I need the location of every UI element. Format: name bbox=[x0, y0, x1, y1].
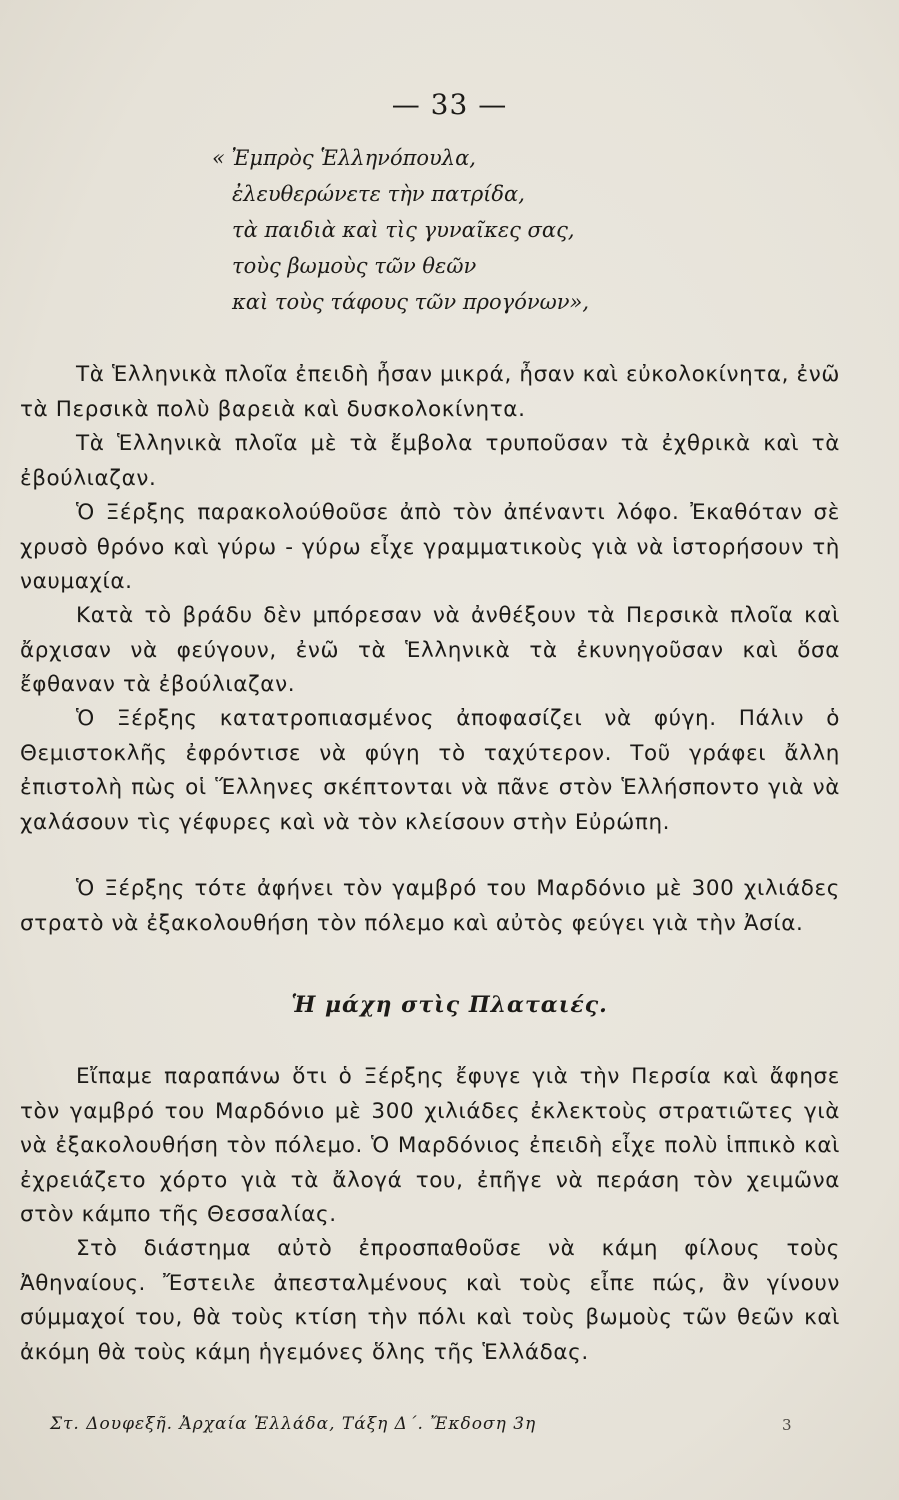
paragraph: Ὁ Ξέρξης κατατροπιασμένος ἀποφασίζει νὰ φύγη. Πάλιν ὁ Θεμιστοκλῆς ἐφρόντισε νὰ φύγη τὸ ταχύτερον. Τοῦ γράφει ἄλλη ἐπιστολὴ πὼς οἱ Ἕλληνες σκέπτονται νὰ πᾶνε στὸν Ἑλλήσποντο γιὰ νὰ χαλάσουν τὶς γέφυρες καὶ νὰ τὸν κλείσουν στὴν Εὐρώπη. bbox=[20, 706, 840, 835]
paragraph: Τὰ Ἑλληνικὰ πλοῖα ἐπειδὴ ἦσαν μικρά, ἦσαν καὶ εὐκολοκίνητα, ἐνῶ τὰ Περσικὰ πολὺ βαρειὰ καὶ δυσκολοκίνητα. bbox=[20, 362, 840, 422]
poem-line: τοὺς βωμοὺς τῶν θεῶν bbox=[232, 254, 477, 278]
signature-mark: 3 bbox=[782, 1416, 792, 1434]
paragraph: Κατὰ τὸ βράδυ δὲν μπόρεσαν νὰ ἀνθέξουν τὰ Περσικὰ πλοῖα καὶ ἄρχισαν νὰ φεύγουν, ἐνῶ τὰ Ἑλληνικὰ τὰ ἐκυνηγοῦσαν καὶ ὅσα ἔφθαναν τὰ ἐβούλιαζαν. bbox=[20, 603, 840, 697]
poem-line: καὶ τοὺς τάφους τῶν προγόνων», bbox=[232, 290, 590, 314]
footer-citation: Στ. Δουφεξῆ. Ἀρχαία Ἑλλάδα, Τάξη Δ΄. Ἔκδοση 3η bbox=[50, 1414, 537, 1434]
section-heading: Ἡ μάχη στὶς Πλαταιές. bbox=[291, 992, 608, 1018]
poem-line: τὰ παιδιὰ καὶ τὶς γυναῖκες σας, bbox=[232, 218, 575, 242]
paragraph: Τὰ Ἑλληνικὰ πλοῖα μὲ τὰ ἔμβολα τρυποῦσαν τὰ ἐχθρικὰ καὶ τὰ ἐβούλιαζαν. bbox=[20, 431, 840, 491]
poem-quote bbox=[212, 140, 590, 320]
paragraph: Ὁ Ξέρξης παρακολούθοῦσε ἀπὸ τὸν ἀπέναντι λόφο. Ἐκαθόταν σὲ χρυσὸ θρόνο καὶ γύρω - γύρω εἶχε γραμματικοὺς γιὰ νὰ ἱστορήσουν τὴ ναυμαχία. bbox=[20, 500, 840, 594]
paragraph: Στὸ διάστημα αὐτὸ ἐπροσπαθοῦσε νὰ κάμη φίλους τοὺς Ἀθηναίους. Ἔστειλε ἀπεσταλμένους καὶ τοὺς εἶπε πώς, ἂν γίνουν σύμμαχοί του, θὰ τοὺς κτίση τὴν πόλι καὶ τοὺς βωμοὺς τῶν θεῶν καὶ ἀκόμη θὰ τοὺς κάμη ἡγεμόνες ὅλης τῆς Ἑλλάδας. bbox=[20, 1236, 840, 1365]
paragraph: Ὁ Ξέρξης τότε ἀφήνει τὸν γαμβρό του Μαρδόνιο μὲ 300 χιλιάδες στρατὸ νὰ ἐξακολουθήση τὸν πόλεμο καὶ αὐτὸς φεύγει γιὰ τὴν Ἀσία. bbox=[20, 876, 840, 936]
page-number: — 33 — bbox=[391, 88, 508, 121]
paragraph: Εἴπαμε παραπάνω ὅτι ὁ Ξέρξης ἔφυγε γιὰ τὴν Περσία καὶ ἄφησε τὸν γαμβρό του Μαρδόνιο μὲ 300 χιλιάδες ἐκλεκτοὺς στρατιῶτες γιὰ νὰ ἐξακολουθήση τὸν πόλεμο. Ὁ Μαρδόνιος ἐπειδὴ εἶχε πολὺ ἱππικὸ καὶ ἐχρειάζετο χόρτο γιὰ τὰ ἄλογά του, ἐπῆγε νὰ περάση τὸν χειμῶνα στὸν κάμπο τῆς Θεσσαλίας. bbox=[20, 1064, 840, 1227]
poem-line: ἐλευθερώνετε τὴν πατρίδα, bbox=[232, 182, 525, 206]
poem-line: « Ἐμπρὸς Ἑλληνόπουλα, bbox=[212, 146, 476, 170]
